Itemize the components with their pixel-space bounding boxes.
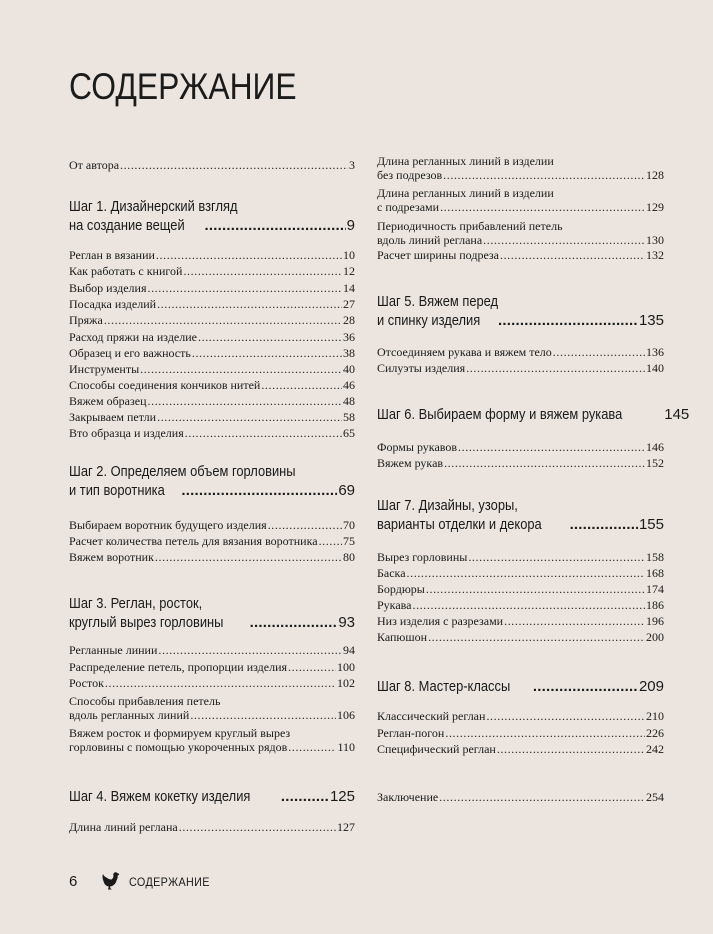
toc-entry[interactable]	[377, 345, 664, 359]
entry-label: горловины с помощью укороченных рядов	[69, 740, 288, 754]
toc-entry[interactable]	[377, 550, 664, 564]
page-number: 128	[646, 168, 664, 182]
section-row	[377, 405, 690, 424]
section-title-text: Шаг 6. Выбираем форму и вяжем рукава	[377, 406, 623, 423]
entry-row	[377, 345, 664, 359]
entry-row	[69, 158, 355, 172]
entry-row	[69, 313, 355, 327]
dot-leader	[504, 614, 645, 628]
page-number: 146	[646, 440, 664, 454]
entry-row	[69, 394, 355, 408]
page-number: 254	[646, 790, 664, 804]
dot-leader	[179, 820, 336, 834]
entry-row	[377, 200, 664, 214]
toc-entry[interactable]	[69, 281, 355, 295]
toc-section[interactable]	[69, 594, 355, 632]
toc-entry[interactable]	[377, 726, 664, 740]
section-title-text: Шаг 3. Реглан, росток,	[69, 595, 203, 612]
page-number: 135	[638, 312, 664, 329]
entry-row	[69, 297, 355, 311]
dot-leader	[104, 313, 342, 327]
dot-leader	[553, 345, 645, 359]
dot-leader	[250, 613, 338, 632]
dot-leader	[198, 330, 342, 344]
entry-label: Вяжем образец	[69, 394, 147, 408]
entry-row	[69, 281, 355, 295]
toc-section[interactable]	[377, 496, 664, 534]
page-number: 140	[646, 361, 664, 375]
page-number: 129	[646, 200, 664, 214]
toc-entry[interactable]	[377, 456, 664, 470]
page-number: 226	[646, 726, 664, 740]
toc-section[interactable]	[69, 787, 355, 806]
section-title-text: круглый вырез горловины	[69, 614, 224, 631]
toc-entry[interactable]	[69, 820, 355, 834]
page-number: 106	[337, 708, 355, 722]
toc-entry[interactable]	[69, 426, 355, 440]
entry-row	[377, 248, 664, 262]
page-number: 14	[343, 281, 355, 295]
entry-label: с подрезами	[377, 200, 440, 214]
entry-row	[69, 660, 355, 674]
section-title-text: и спинку изделия	[377, 312, 481, 329]
entry-row	[377, 726, 664, 740]
section-title-text: Шаг 2. Определяем объем горловины	[69, 463, 296, 480]
toc-entry[interactable]	[69, 313, 355, 327]
toc-entry[interactable]	[69, 346, 355, 360]
entry-row	[377, 614, 664, 628]
entry-row	[377, 630, 664, 644]
page-number: 94	[343, 643, 355, 657]
entry-label: без подрезов	[377, 168, 443, 182]
toc-entry[interactable]	[377, 440, 664, 454]
dot-leader	[156, 248, 342, 262]
entry-row	[377, 709, 664, 723]
section-title-line	[69, 462, 355, 481]
page-number: 27	[343, 297, 355, 311]
dot-leader	[468, 550, 645, 564]
entry-label: Рукава	[377, 598, 412, 612]
entry-label: Специфический реглан	[377, 742, 496, 756]
entry-label: От автора	[69, 158, 120, 172]
entry-label: Выбор изделия	[69, 281, 147, 295]
dot-leader	[157, 297, 342, 311]
dot-leader	[498, 311, 638, 330]
dot-leader	[288, 740, 336, 754]
page-number: 102	[337, 676, 355, 690]
dot-leader	[466, 361, 645, 375]
entry-label: Образец и его важность	[69, 346, 191, 360]
page-number: 242	[646, 742, 664, 756]
toc-entry[interactable]	[377, 790, 664, 804]
entry-row	[69, 426, 355, 440]
entry-label: Способы соединения кончиков нитей	[69, 378, 261, 392]
entry-label: Вяжем воротник	[69, 550, 154, 564]
entry-label: Силуэты изделия	[377, 361, 466, 375]
page-number: 168	[646, 566, 664, 580]
entry-row	[69, 362, 355, 376]
entry-label: Формы рукавов	[377, 440, 458, 454]
toc-entry[interactable]	[377, 361, 664, 375]
entry-label-line: Способы прибавления петель	[69, 694, 221, 708]
entry-label: Расход пряжи на изделие	[69, 330, 197, 344]
entry-label: Капюшон	[377, 630, 428, 644]
dot-leader	[261, 378, 342, 392]
entry-row	[69, 676, 355, 690]
entry-label: Выбираем воротник будущего изделия	[69, 518, 267, 532]
dot-leader	[444, 456, 645, 470]
page-number: 38	[343, 346, 355, 360]
section-row	[69, 613, 355, 632]
dot-leader	[281, 787, 329, 806]
page-title: СОДЕРЖАНИЕ	[69, 66, 297, 107]
section-row	[69, 216, 355, 235]
section-title-text: варианты отделки и декора	[377, 516, 542, 533]
toc-entry[interactable]	[69, 330, 355, 344]
dot-leader	[407, 566, 645, 580]
page-number: 93	[338, 614, 355, 631]
page-number: 110	[337, 740, 355, 754]
page-number: 9	[346, 217, 355, 234]
section-row	[377, 515, 664, 534]
dot-leader	[183, 264, 342, 278]
section-title-line	[377, 292, 664, 311]
page-number: 158	[646, 550, 664, 564]
page-number: 36	[343, 330, 355, 344]
dot-leader	[105, 676, 336, 690]
entry-label-line: Длина регланных линий в изделии	[377, 154, 554, 168]
toc-entry[interactable]	[69, 643, 355, 657]
page-number: 28	[343, 313, 355, 327]
section-title	[69, 216, 204, 235]
entry-label: Вырез горловины	[377, 550, 468, 564]
entry-row	[69, 378, 355, 392]
page-number: 80	[343, 550, 355, 564]
page-number: 209	[638, 678, 664, 695]
entry-label: Баска	[377, 566, 406, 580]
dot-leader	[439, 790, 645, 804]
toc-entry[interactable]	[69, 297, 355, 311]
dot-leader	[155, 550, 342, 564]
page-number: 125	[329, 788, 355, 805]
section-title	[69, 613, 249, 632]
entry-row	[377, 233, 664, 247]
entry-label: Вто образца и изделия	[69, 426, 184, 440]
toc-entry[interactable]	[69, 534, 355, 548]
toc-entry[interactable]	[377, 614, 664, 628]
entry-label: Посадка изделий	[69, 297, 157, 311]
dot-leader	[268, 518, 342, 532]
entry-row	[69, 708, 355, 722]
section-row	[69, 481, 355, 500]
toc-entry[interactable]	[377, 598, 664, 612]
page-number: 136	[646, 345, 664, 359]
entry-row	[69, 534, 355, 548]
toc-section[interactable]	[69, 462, 355, 500]
toc-entry[interactable]	[69, 378, 355, 392]
section-title-text: на создание вещей	[69, 217, 185, 234]
entry-row	[69, 346, 355, 360]
entry-row	[377, 790, 664, 804]
dot-leader	[533, 677, 638, 696]
dot-leader	[412, 598, 645, 612]
dot-leader	[483, 233, 645, 247]
page-number: 127	[337, 820, 355, 834]
entry-row	[69, 410, 355, 424]
page-number: 145	[664, 406, 690, 423]
section-title-line	[69, 594, 355, 613]
toc-entry[interactable]	[69, 264, 355, 278]
entry-label: Распределение петель, пропорции изделия	[69, 660, 288, 674]
entry-row	[69, 643, 355, 657]
entry-row	[377, 566, 664, 580]
entry-row	[69, 330, 355, 344]
entry-label: Низ изделия с разрезами	[377, 614, 504, 628]
section-title-text: и тип воротника	[69, 482, 165, 499]
entry-row	[377, 361, 664, 375]
dot-leader	[486, 709, 645, 723]
dot-leader	[570, 515, 638, 534]
dot-leader	[205, 216, 346, 235]
dot-leader	[147, 281, 342, 295]
toc-entry[interactable]	[377, 566, 664, 580]
entry-label: Как работать с книгой	[69, 264, 183, 278]
dot-leader	[181, 481, 337, 500]
page-number: 58	[343, 410, 355, 424]
toc-entry[interactable]	[377, 186, 664, 214]
rooster-icon	[101, 872, 121, 890]
page-number: 186	[646, 598, 664, 612]
footer-section-label: СОДЕРЖАНИЕ	[129, 875, 210, 889]
entry-label: Заключение	[377, 790, 439, 804]
dot-leader	[500, 248, 645, 262]
dot-leader	[288, 660, 336, 674]
entry-label-line: Длина регланных линий в изделии	[377, 186, 554, 200]
entry-label: Реглан в вязании	[69, 248, 155, 262]
page-number: 70	[343, 518, 355, 532]
section-title-text: Шаг 7. Дизайны, узоры,	[377, 497, 518, 514]
toc-entry[interactable]	[69, 362, 355, 376]
section-title	[69, 787, 280, 806]
entry-row	[69, 820, 355, 834]
page-number: 200	[646, 630, 664, 644]
page-number: 48	[343, 394, 355, 408]
entry-label: Регланные линии	[69, 643, 158, 657]
section-title-line	[377, 496, 664, 515]
section-title	[377, 405, 662, 424]
toc-entry[interactable]	[69, 676, 355, 690]
toc-entry[interactable]	[377, 154, 664, 182]
toc-entry[interactable]	[69, 394, 355, 408]
section-title	[69, 481, 180, 500]
dot-leader	[319, 534, 342, 548]
section-title	[377, 311, 497, 330]
entry-label: вдоль регланных линий	[69, 708, 190, 722]
toc-section[interactable]	[377, 292, 664, 330]
toc-section[interactable]	[69, 197, 355, 235]
page-number: 65	[343, 426, 355, 440]
entry-row	[377, 742, 664, 756]
footer-page-number: 6	[69, 873, 78, 890]
toc-entry[interactable]	[69, 694, 355, 722]
dot-leader	[443, 168, 645, 182]
page-number: 132	[646, 248, 664, 262]
page-number: 152	[646, 456, 664, 470]
entry-row	[69, 518, 355, 532]
dot-leader	[190, 708, 336, 722]
entry-row	[377, 550, 664, 564]
entry-label: Расчет количества петель для вязания воротника	[69, 534, 318, 548]
dot-leader	[497, 742, 645, 756]
entry-label-line: Периодичность прибавлений петель	[377, 219, 563, 233]
toc-entry[interactable]	[377, 742, 664, 756]
dot-leader	[148, 394, 343, 408]
section-title	[377, 677, 532, 696]
page-number: 75	[343, 534, 355, 548]
page-number: 210	[646, 709, 664, 723]
toc-entry[interactable]	[377, 630, 664, 644]
section-row	[69, 787, 355, 806]
entry-row	[69, 264, 355, 278]
toc-entry[interactable]	[69, 158, 355, 172]
toc-entry[interactable]	[377, 248, 664, 262]
entry-row	[377, 168, 664, 182]
section-title	[377, 515, 569, 534]
page-number: 12	[343, 264, 355, 278]
page-number: 46	[343, 378, 355, 392]
entry-label: Отсоединяем рукава и вяжем тело	[377, 345, 552, 359]
toc-entry[interactable]	[377, 582, 664, 596]
entry-label: Росток	[69, 676, 104, 690]
entry-row	[69, 550, 355, 564]
entry-row	[377, 440, 664, 454]
entry-label: Длина линий реглана	[69, 820, 178, 834]
page-number: 100	[337, 660, 355, 674]
toc-entry[interactable]	[69, 518, 355, 532]
entry-label: Вяжем рукав	[377, 456, 444, 470]
dot-leader	[157, 410, 342, 424]
entry-row	[69, 740, 355, 754]
page-number: 3	[349, 158, 355, 172]
toc-section[interactable]	[377, 677, 664, 696]
page-number: 155	[638, 516, 664, 533]
page-number: 40	[343, 362, 355, 376]
entry-label: Классический реглан	[377, 709, 486, 723]
entry-label: Инструменты	[69, 362, 140, 376]
section-title-text: Шаг 8. Мастер-классы	[377, 678, 511, 695]
toc-entry[interactable]	[377, 709, 664, 723]
dot-leader	[426, 582, 645, 596]
entry-label: Пряжа	[69, 313, 103, 327]
toc-entry[interactable]	[69, 726, 355, 754]
dot-leader	[120, 158, 348, 172]
dot-leader	[192, 346, 342, 360]
page-number: 10	[343, 248, 355, 262]
page-number: 130	[646, 233, 664, 247]
entry-label: Расчет ширины подреза	[377, 248, 499, 262]
entry-label-line: Вяжем росток и формируем круглый вырез	[69, 726, 291, 740]
section-row	[377, 677, 664, 696]
section-row	[377, 311, 664, 330]
entry-row	[377, 582, 664, 596]
dot-leader	[158, 643, 342, 657]
page-number: 174	[646, 582, 664, 596]
entry-label: вдоль линий реглана	[377, 233, 483, 247]
dot-leader	[428, 630, 645, 644]
entry-row	[377, 598, 664, 612]
entry-label: Закрываем петли	[69, 410, 157, 424]
page-number: 69	[338, 482, 355, 499]
section-title-line	[69, 197, 355, 216]
dot-leader	[185, 426, 342, 440]
entry-row	[377, 456, 664, 470]
dot-leader	[458, 440, 645, 454]
toc-entry[interactable]	[377, 219, 664, 247]
toc-entry[interactable]	[69, 410, 355, 424]
toc-entry[interactable]	[69, 248, 355, 262]
section-title-text: Шаг 1. Дизайнерский взгляд	[69, 198, 238, 215]
section-title-text: Шаг 5. Вяжем перед	[377, 293, 499, 310]
toc-section[interactable]	[377, 405, 690, 424]
toc-entry[interactable]	[69, 550, 355, 564]
entry-label: Реглан-погон	[377, 726, 445, 740]
section-title-text: Шаг 4. Вяжем кокетку изделия	[69, 788, 251, 805]
entry-label: Бордюры	[377, 582, 425, 596]
dot-leader	[140, 362, 342, 376]
toc-entry[interactable]	[69, 660, 355, 674]
dot-leader	[445, 726, 645, 740]
dot-leader	[440, 200, 645, 214]
entry-row	[69, 248, 355, 262]
page-number: 196	[646, 614, 664, 628]
